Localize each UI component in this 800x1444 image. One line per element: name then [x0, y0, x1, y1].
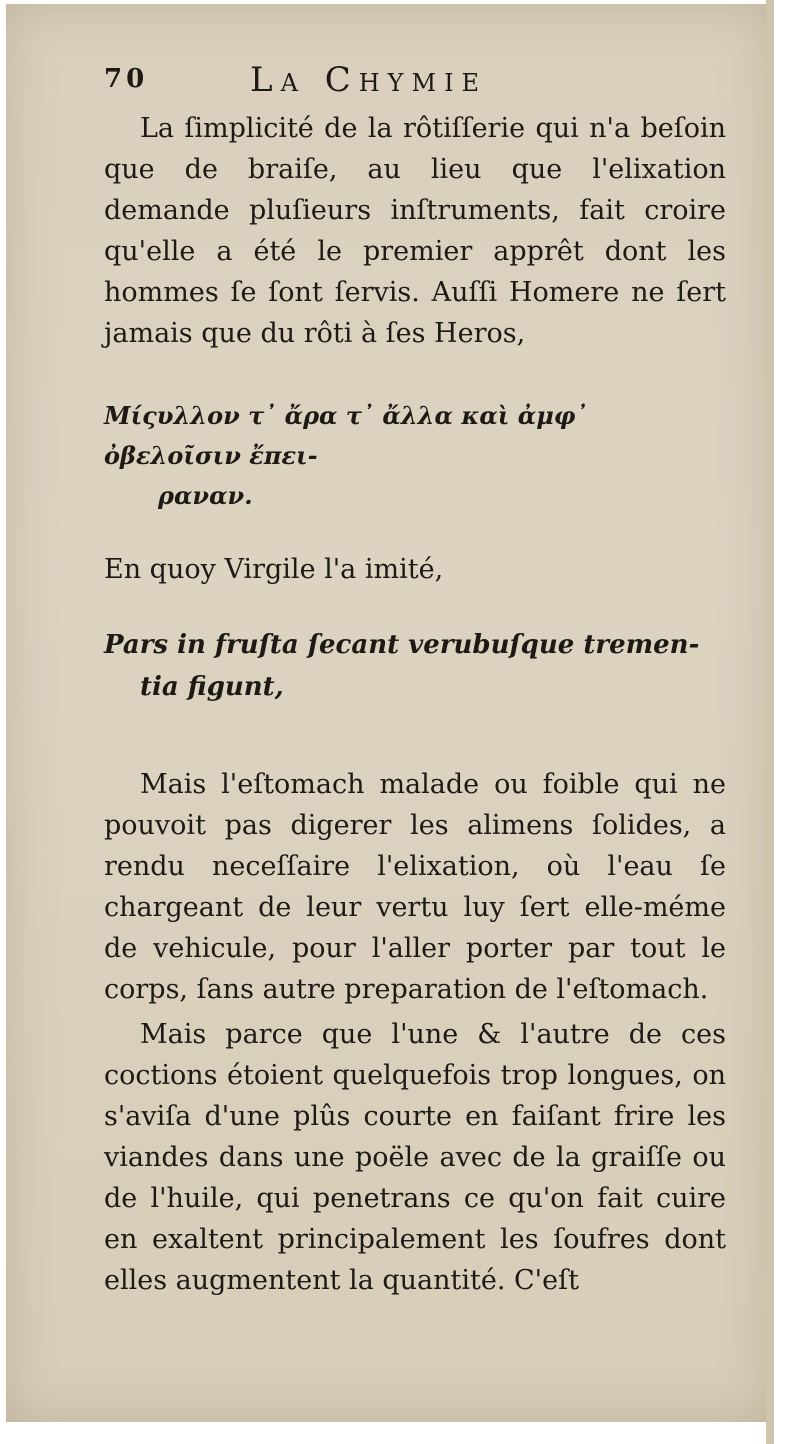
- paragraph-rotisserie: La ſimplicité de la rôtiſſerie qui n'a beſoin que de braiſe, au lieu que l'elixation demande pluſieurs inſtruments, fait croire qu'elle a été le premier apprêt dont les hommes ſe ſont ſervis. Auſſi Homere ne ſert jamais que du rôti à ſes Heros,: [104, 113, 726, 349]
- virgil-intro: En quoy Virgile l'a imité,: [104, 554, 444, 585]
- text-block: [104, 56, 726, 1301]
- page-header: [104, 56, 726, 108]
- greek-quotation: [104, 396, 726, 516]
- paragraph-friture: Mais parce que l'une & l'autre de ces coctions étoient quelquefois trop longues, on s'aviſa d'une plûs courte en faiſant frire les viandes dans une poële avec de la graiſſe ou de l'huile, qui penetrans ce qu'on fait cuire en exaltent principalement les ſoufres dont elles augmentent la quantité. C'eſt: [104, 1019, 726, 1296]
- greek-line-2: ραναν.: [158, 481, 253, 510]
- paragraph-estomach: Mais l'eſtomach malade ou foible qui ne pouvoit pas digerer les alimens ſolides, a rendu neceſſaire l'elixation, où l'eau ſe chargeant de leur vertu luy ſert elle-méme de vehicule, pour l'aller porter par tout le corps, ſans autre preparation de l'eſtomach.: [104, 769, 726, 1005]
- latin-line-2: tia figunt,: [140, 672, 284, 702]
- latin-quotation: [104, 624, 726, 708]
- greek-line-1: Μίςυλλον τ᾽ ἄρα τ᾽ ἄλλα καὶ ἀμφ᾽ ὀβελοῖσιν ἔπει-: [104, 401, 588, 470]
- running-title: La Chymie: [250, 60, 488, 100]
- latin-line-1: Pars in fruſta ſecant verubuſque tremen-: [104, 630, 700, 660]
- page-number: 70: [104, 64, 149, 94]
- paper-edge: [766, 0, 774, 1444]
